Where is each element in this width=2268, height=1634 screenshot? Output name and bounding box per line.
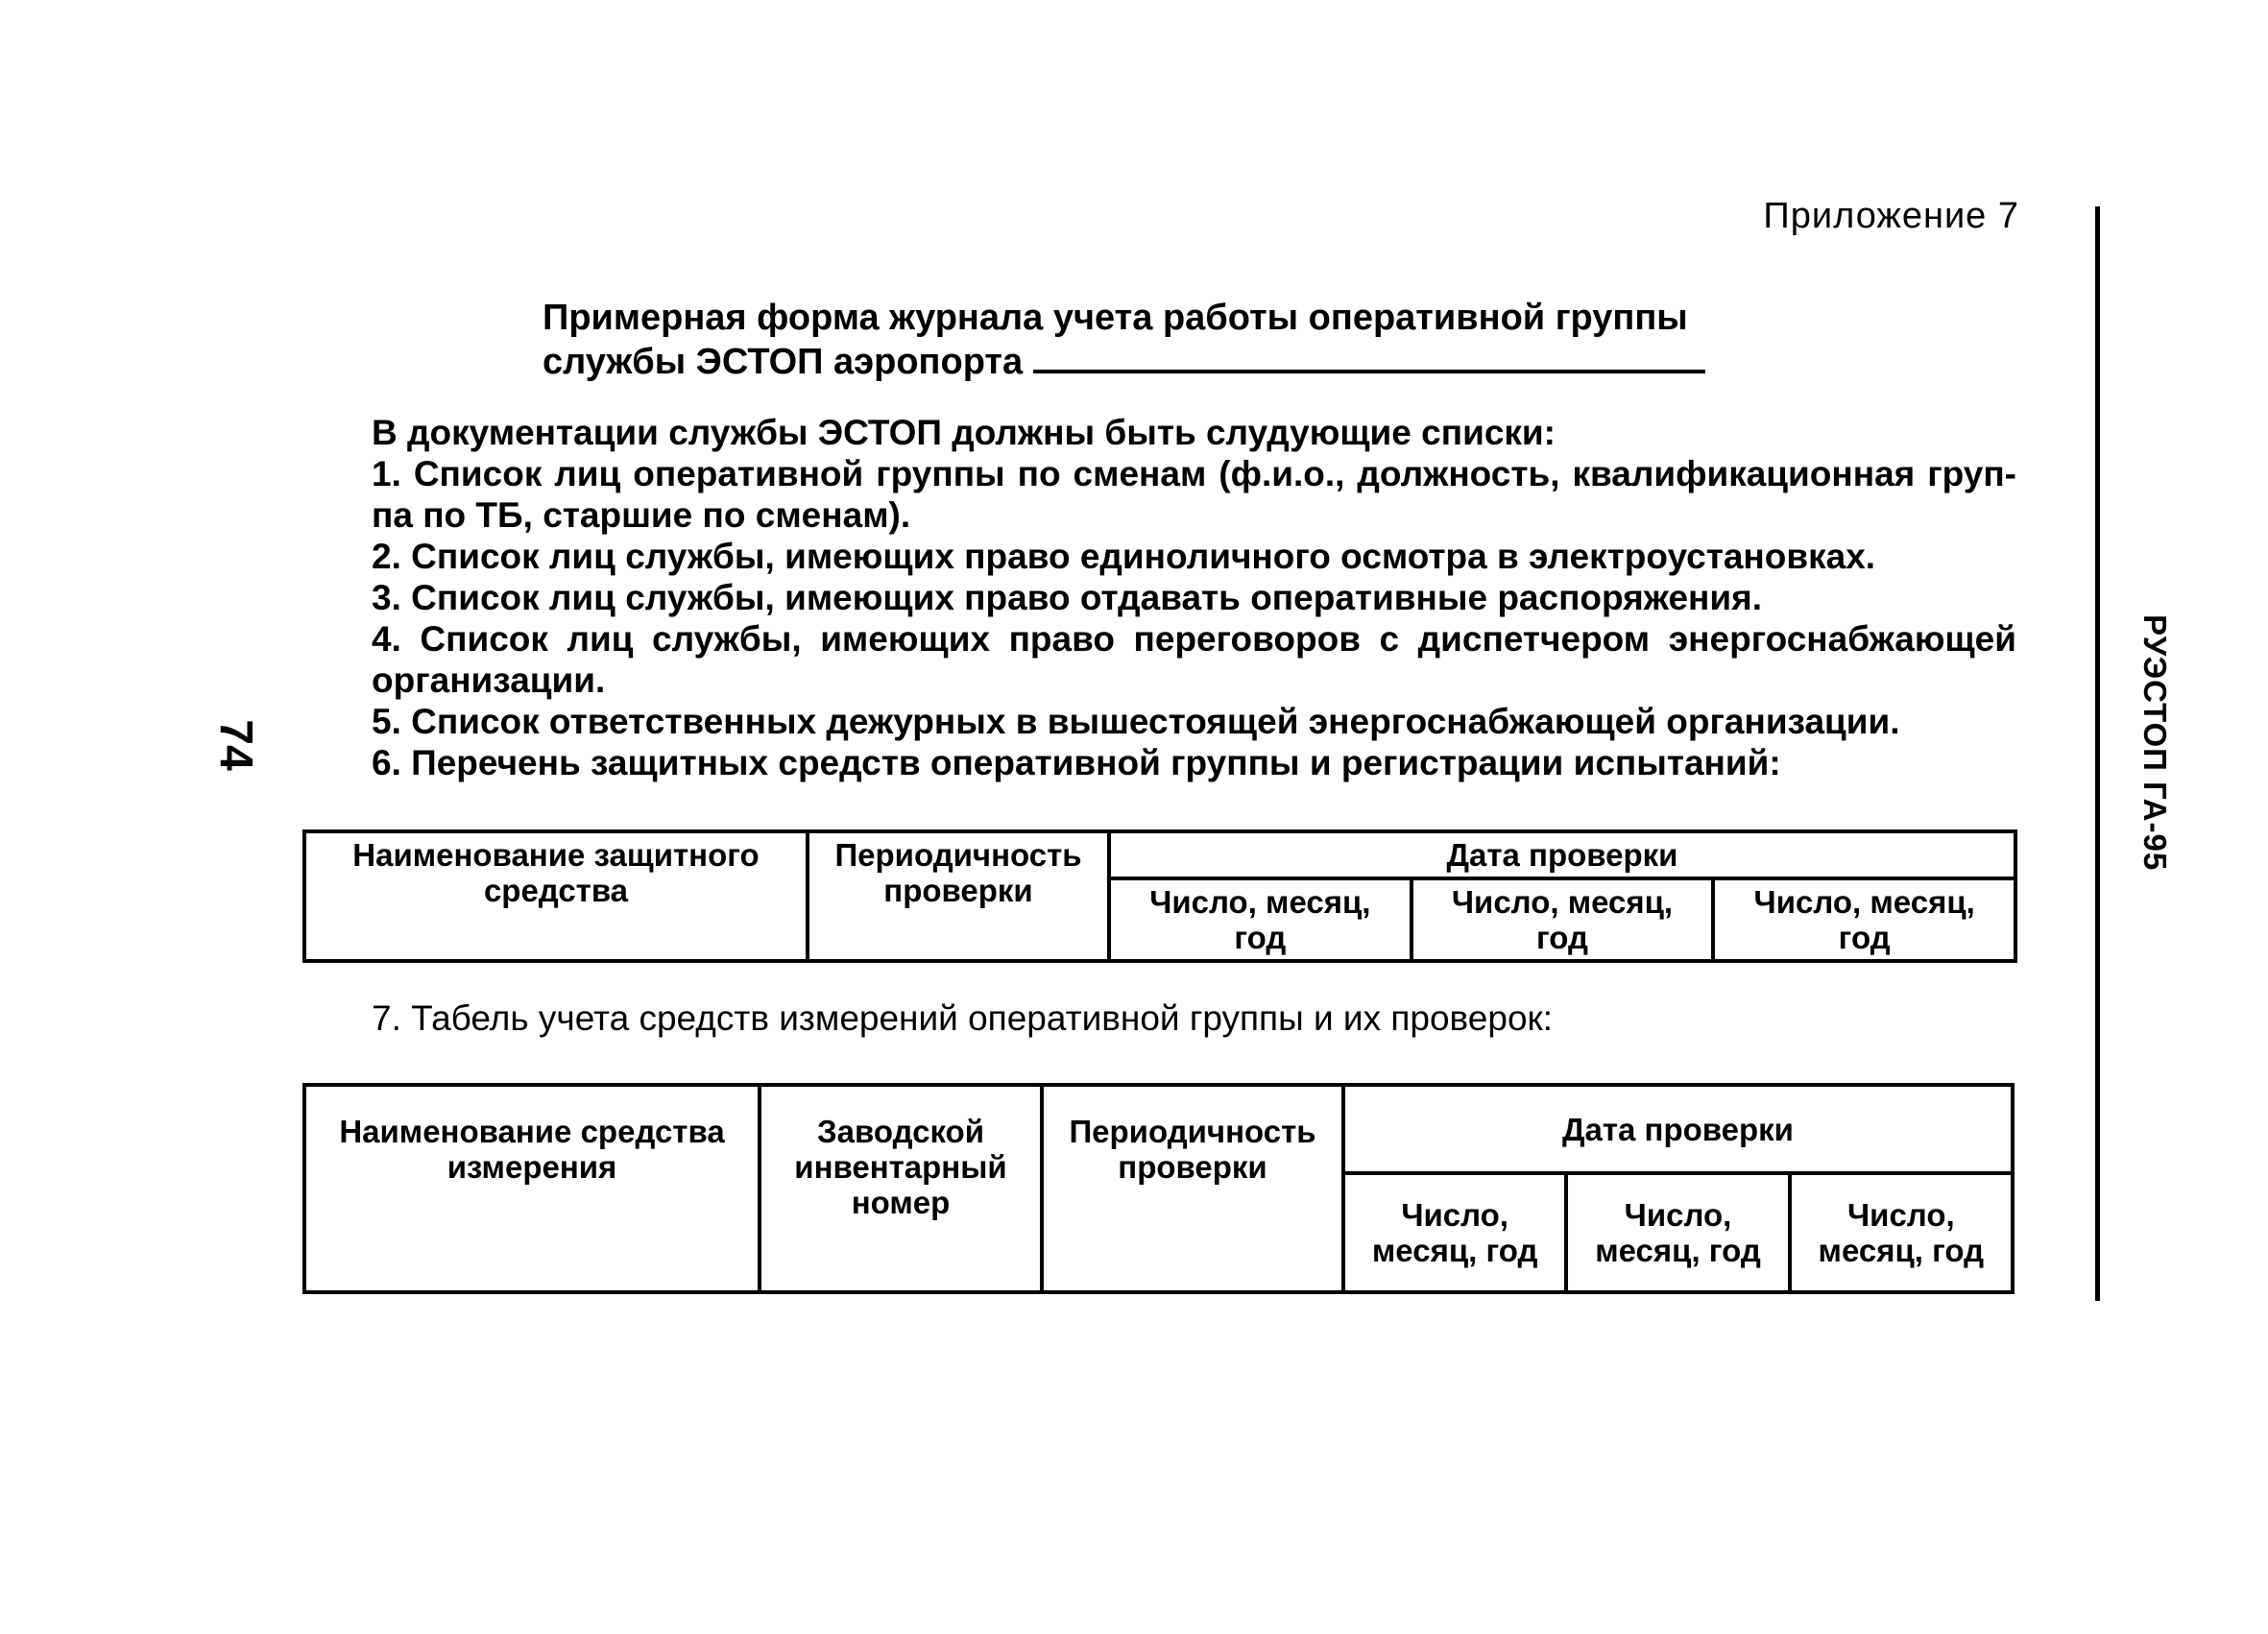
- header-subcol: Число, месяц, год: [1109, 878, 1411, 961]
- document-code: РУЭСТОП ГА-95: [2137, 614, 2173, 872]
- list-item: 2. Список лиц службы, имеющих право единоличного осмотра в электроустановках.: [372, 537, 1876, 576]
- header-name: Наименование защитного средства: [304, 831, 808, 961]
- title-line-2: [543, 340, 1705, 384]
- header-number: Заводской инвентарный номер: [760, 1085, 1042, 1292]
- appendix-label: Приложение 7: [1763, 196, 2019, 236]
- list-item: 4. Список лиц службы, имеющих право переговоров с диспетчером энергоснабжающей организации.: [372, 619, 2016, 700]
- list-item: 1. Список лиц оперативной группы по сменам (ф.и.о., должность, квалификационная груп-па по ТБ, старшие по сменам).: [372, 454, 2016, 535]
- header-subcol: Число, месяц, год: [1566, 1173, 1789, 1292]
- header-name: Наименование средства измерения: [304, 1085, 760, 1292]
- list-item: 6. Перечень защитных средств оперативной группы и регистрации испытаний:: [372, 743, 1781, 782]
- header-period: Периодичность проверки: [1042, 1085, 1343, 1292]
- header-subcol: Число, месяц, год: [1790, 1173, 2013, 1292]
- header-subcol: Число, месяц, год: [1713, 878, 2015, 961]
- header-subcol: Число, месяц, год: [1343, 1173, 1566, 1292]
- header-period: Периодичность проверки: [808, 831, 1109, 961]
- list-item: 3. Список лиц службы, имеющих право отдавать оперативные распоряжения.: [372, 578, 1763, 617]
- protective-equipment-table: [302, 829, 2017, 963]
- list-item-7: 7. Табель учета средств измерений оперативной группы и их проверок:: [372, 998, 1553, 1038]
- page-number: 74: [209, 719, 261, 771]
- document-title: [543, 296, 1705, 384]
- intro-text: В документации службы ЭСТОП должны быть слудующие списки:: [372, 413, 1556, 452]
- title-line-2-text: службы ЭСТОП аэропорта: [543, 342, 1024, 382]
- measurement-instruments-table: [302, 1083, 2015, 1294]
- title-line-1: Примерная форма журнала учета работы оперативной группы: [543, 298, 1688, 338]
- airport-blank-line: [1033, 341, 1705, 373]
- list-item: 5. Список ответственных дежурных в вышестоящей энергоснабжающей организации.: [372, 702, 1900, 741]
- header-subcol: Число, месяц, год: [1411, 878, 1714, 961]
- header-date: Дата проверки: [1343, 1085, 2013, 1173]
- margin-rule: [2095, 206, 2100, 1301]
- document-body: [302, 412, 2016, 783]
- header-date: Дата проверки: [1109, 831, 2015, 878]
